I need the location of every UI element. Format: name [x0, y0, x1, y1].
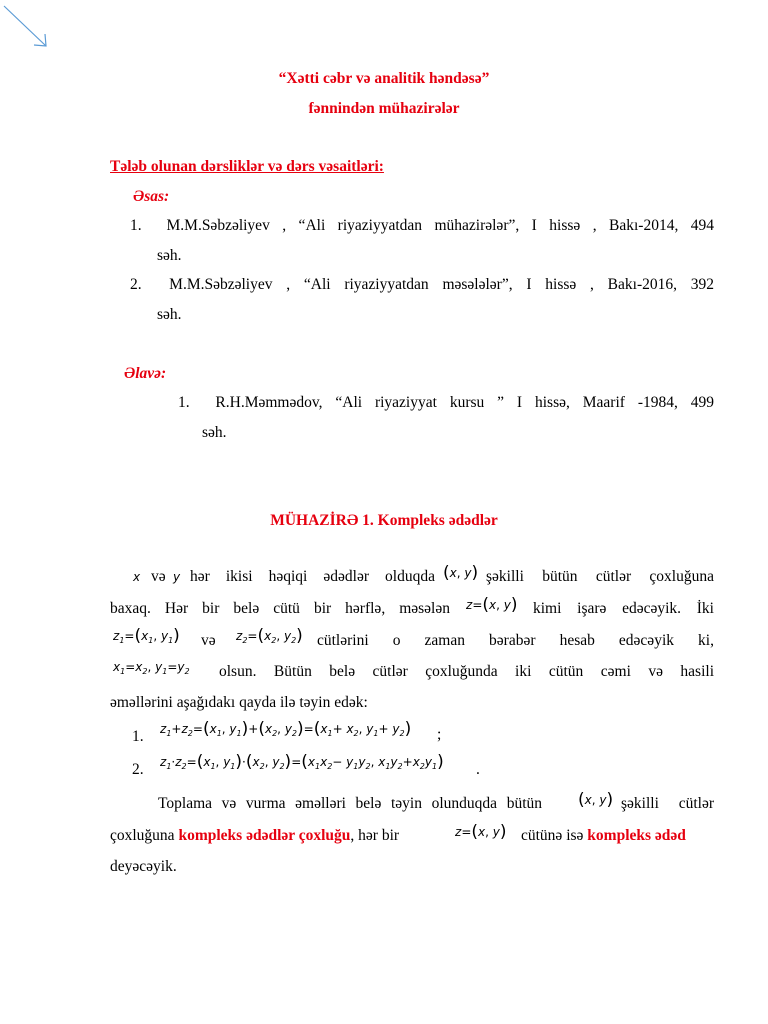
z1-formula: $z_1=(x_1$, $y_1$) — [113, 626, 180, 646]
var-y: y — [173, 570, 181, 584]
var-x: x — [133, 570, 141, 584]
corner-arrow-icon — [0, 0, 60, 60]
main-books-label: Əsas: — [133, 188, 170, 205]
document-title-line-2: fənnindən mühazirələr — [308, 100, 460, 117]
sum-rule-formula: $z_1+z_2=(x_1$, $y_1)+(x_2$, $y_2)=(x_1+ x_2$, $y_1+ y_2$) — [160, 719, 412, 739]
p1-text-1-inner: hər ikisi həqiqi ədədlər olduqda — [190, 568, 435, 585]
book-text: R.H.Məmmədov, “Ali riyaziyyat kursu ” I hissə, Maarif -1984, 499 — [215, 394, 715, 411]
rule-1-number: 1. — [132, 728, 144, 745]
z-equals-xy-formula: z=(x, y) — [466, 595, 518, 615]
equality-condition-formula: $x_1=x_2$, $y_1=y_2$ — [113, 660, 190, 676]
p2-text-2 — [621, 795, 714, 813]
p1-text-7 — [219, 663, 714, 681]
p1-text-3-inner: baxaq. Hər bir belə cütü bir hərflə, məsələn — [110, 600, 450, 617]
p2-text-3: çoxluğuna — [110, 827, 175, 844]
list-number: 2. — [130, 276, 142, 293]
rule-1-tail: ; — [437, 726, 442, 743]
main-book-1 — [130, 217, 714, 235]
lecture-heading: MÜHAZİRƏ 1. Kompleks ədədlər — [270, 512, 498, 529]
pair-xy-formula-2: (x, y) — [578, 790, 614, 810]
p1-text-4 — [533, 600, 714, 618]
z2-formula: $z_2=(x_2$, $y_2$) — [236, 626, 303, 646]
p1-text-4-inner: kimi işarə edəcəyik. İki — [533, 600, 714, 617]
document-title-line-1: “Xətti cəbr və analitik həndəsə” — [278, 70, 490, 87]
p1-text-7-inner: olsun. Bütün belə cütlər çoxluğunda iki cütün cəmi və hasili — [219, 663, 714, 680]
main-book-2-cont: səh. — [157, 306, 182, 323]
product-rule-formula: $z_1\cdot z_2=(x_1$, $y_1)\cdot(x_2$, $y_2)=(x_1x_2- y_1y_2$, $x_1y_2+x_2y_1$) — [160, 752, 444, 772]
p2-text-4: , hər bir — [350, 827, 400, 844]
books-heading: Tələb olunan dərsliklər və dərs vəsaitləri: — [110, 158, 384, 175]
p2-line-2-tail — [521, 827, 686, 845]
highlight-complex-number: kompleks ədəd — [587, 827, 686, 844]
and-word-2: və — [201, 632, 216, 649]
p1-text-6 — [317, 632, 714, 650]
p2-text-5: cütünə isə — [521, 827, 584, 844]
rule-2-number: 2. — [132, 761, 144, 778]
z-equals-xy-formula-2: z=(x, y) — [455, 822, 507, 842]
p2-text-6: deyəcəyik. — [110, 858, 177, 875]
p2-line-2 — [110, 827, 399, 845]
extra-books-label: Əlavə: — [124, 365, 167, 382]
main-book-1-cont: səh. — [157, 247, 182, 264]
p1-text-2-inner: şəkilli bütün cütlər çoxluğuna — [486, 568, 714, 585]
book-text: M.M.Səbzəliyev , “Ali riyaziyyatdan mühazirələr”, I hissə , Bakı-2014, 494 — [166, 217, 715, 234]
p1-text-2 — [486, 568, 714, 586]
book-text: M.M.Səbzəliyev , “Ali riyaziyyatdan məsələlər”, I hissə , Bakı-2016, 392 — [169, 276, 714, 293]
p1-text-8: əməllərini aşağıdakı qayda ilə təyin edək: — [110, 694, 368, 711]
extra-book-1 — [178, 394, 714, 412]
highlight-complex-set: kompleks ədədlər çoxluğu — [178, 827, 351, 844]
p1-text-3 — [110, 600, 450, 618]
list-number: 1. — [178, 394, 190, 411]
p1-text-1 — [190, 568, 435, 586]
rule-2-tail: . — [476, 761, 480, 778]
and-word: və — [151, 568, 166, 585]
p2-text-2-inner: şəkilli cütlər — [621, 795, 714, 812]
list-number: 1. — [130, 217, 142, 234]
main-book-2 — [130, 276, 714, 294]
p2-text-1-inner: Toplama və vurma əməlləri belə təyin olunduqda bütün — [158, 795, 542, 812]
pair-xy-formula: (x, y) — [443, 563, 479, 583]
extra-book-1-cont: səh. — [202, 424, 227, 441]
p2-text-1 — [158, 795, 542, 813]
p1-text-6-inner: cütlərini o zaman bərabər hesab edəcəyik ki, — [317, 632, 714, 649]
